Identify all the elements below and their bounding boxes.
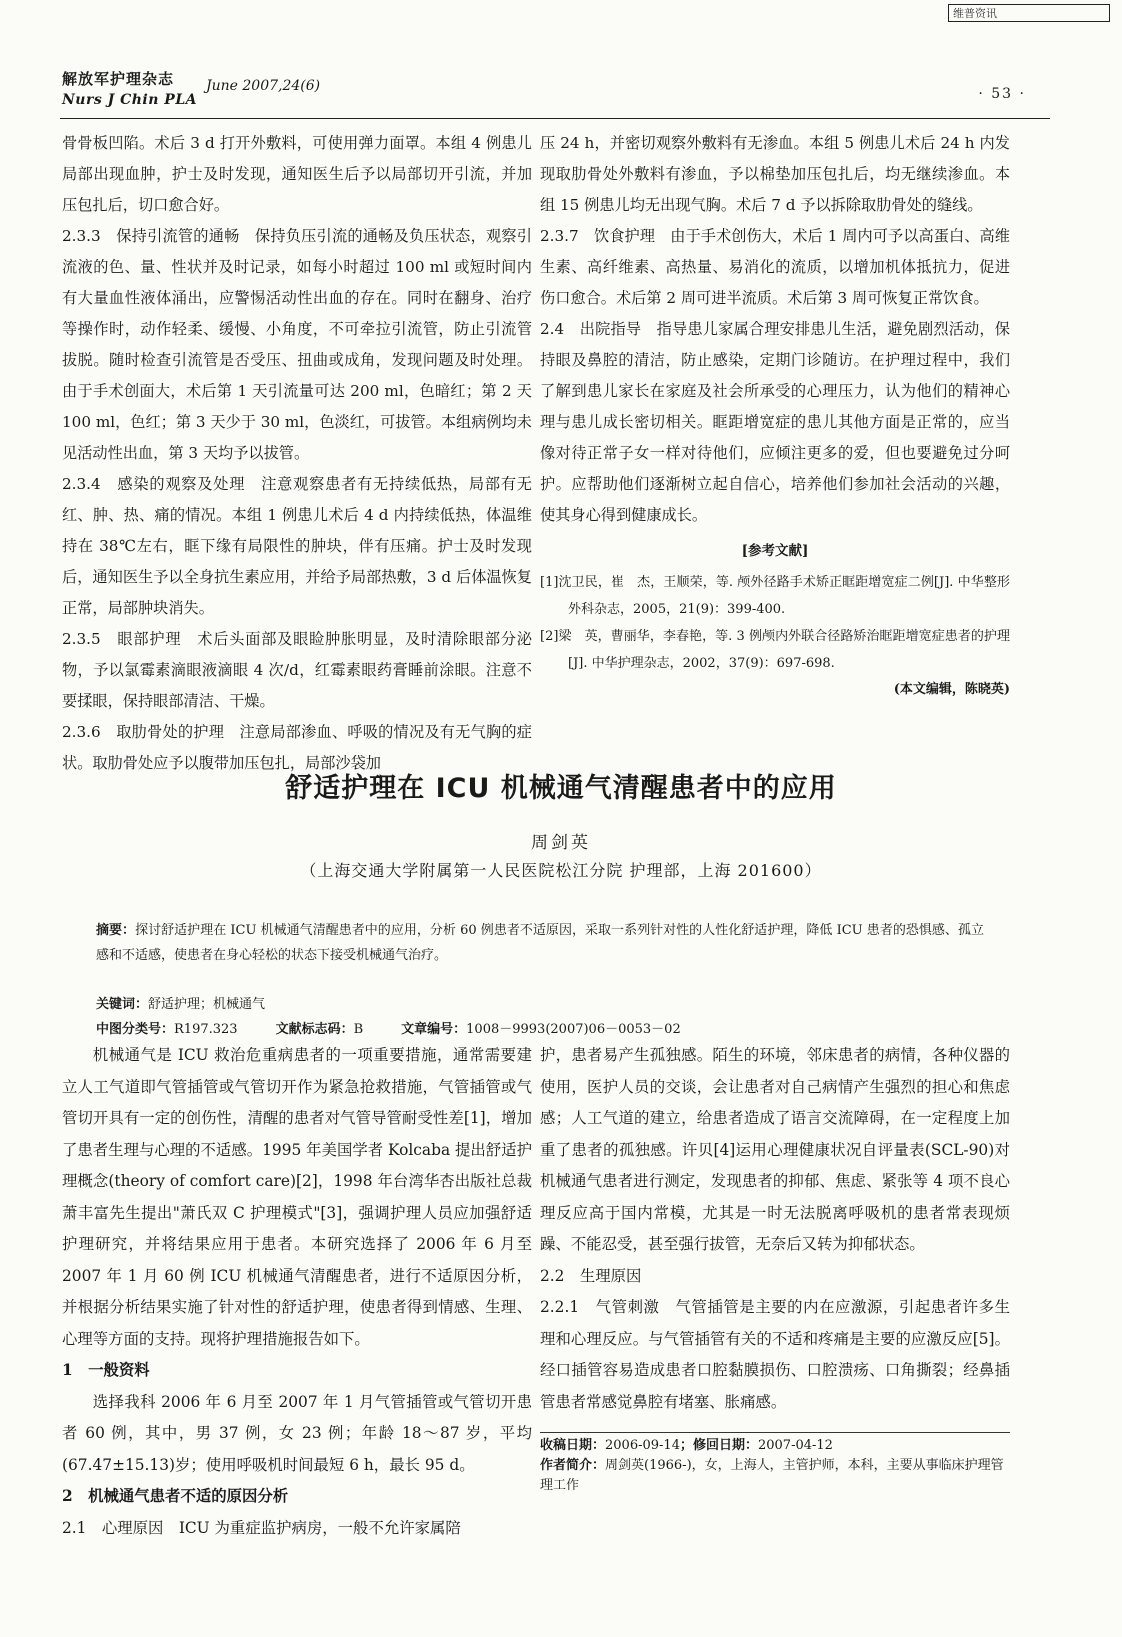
editor-note: (本文编辑，陈晓英) bbox=[893, 682, 1010, 697]
prev-article-left-column bbox=[62, 128, 532, 779]
abstract-text: 探讨舒适护理在 ICU 机械通气清醒患者中的应用，分析 60 例患者不适原因，采取一系列针对性的人性化舒适护理，降低 ICU 患者的恐惧感、孤立感和不适感，使患者在身心轻松的状态下接受机械通气治疗。 bbox=[96, 923, 984, 963]
clc-label: 中图分类号： bbox=[96, 1022, 175, 1037]
page-number: · 53 · bbox=[978, 86, 1026, 102]
reference-item: [1]沈卫民，崔 杰，王顺荣，等. 颅外径路手术矫正眶距增宽症二例[J]. 中华整形外科杂志，2005，21(9)：399-400. bbox=[540, 575, 1010, 617]
bio-text: 周剑英(1966-)，女，上海人，主管护师，本科，主要从事临床护理管理工作 bbox=[540, 1458, 1004, 1493]
article-author: 周剑英 bbox=[531, 833, 591, 853]
keywords-line bbox=[96, 992, 681, 1017]
abstract-label: 摘要： bbox=[96, 923, 136, 938]
article-meta bbox=[96, 992, 681, 1042]
received-date: 2006-09-14 bbox=[605, 1438, 680, 1453]
article-left-column bbox=[62, 1040, 532, 1544]
author-affiliation: （上海交通大学附属第一人民医院松江分院 护理部，上海 201600） bbox=[300, 861, 822, 880]
doc-code: B bbox=[353, 1022, 364, 1037]
dates-line bbox=[540, 1436, 1010, 1456]
article-no-label: 文章编号： bbox=[401, 1022, 467, 1037]
article-number: 1008－9993(2007)06－0053－02 bbox=[466, 1022, 681, 1037]
doc-code-label: 文献标志码： bbox=[275, 1022, 354, 1037]
article-title: 舒适护理在 ICU 机械通气清醒患者中的应用 bbox=[285, 773, 837, 804]
paragraph: 2.3.6 取肋骨处的护理 注意局部渗血、呼吸的情况及有无气胸的症状。取肋骨处应予以腹带加压包扎，局部沙袋加 bbox=[62, 723, 532, 772]
section-heading: 1 一般资料 bbox=[62, 1361, 150, 1379]
paragraph: 2.3.5 眼部护理 术后头面部及眼睑肿胀明显，及时清除眼部分泌物，予以氯霉素滴眼液滴眼 4 次/d，红霉素眼药膏睡前涂眼。注意不要揉眼，保持眼部清洁、干燥。 bbox=[62, 630, 532, 710]
intro-paragraph: 机械通气是 ICU 救治危重病患者的一项重要措施，通常需要建立人工气道即气管插管或气管切开作为紧急抢救措施，气管插管或气管切开具有一定的创伤性，清醒的患者对气管导管耐受性差[1]，增加了患者生理与心理的不适感。1995 年美国学者 Kolcaba 提出舒适护理概念(theory of comfort care)[2]，1998 年台湾华杏出版社总裁萧丰富先生提出"萧氏双 C 护理模式"[3]，强调护理人员应加强舒适护理研究，并将结果应用于患者。本研究选择了 2006 年 6 月至 2007 年 1 月 60 例 ICU 机械通气清醒患者，进行不适原因分析，并根据分析结果实施了针对性的舒适护理，使患者得到情感、生理、心理等方面的支持。现将护理措施报告如下。 bbox=[62, 1046, 532, 1348]
paragraph: 2.3.4 感染的观察及处理 注意观察患者有无持续低热，局部有无红、肿、热、痛的情况。本组 1 例患儿术后 4 d 内持续低热，体温维持在 38℃左右，眶下缘有局限性的肿块，伴有压痛。护士及时发现后，通知医生予以全身抗生素应用，并给予局部热敷，3 d 后体温恢复正常，局部肿块消失。 bbox=[62, 475, 532, 617]
references-heading: [参考文献] bbox=[741, 543, 809, 559]
keywords: 舒适护理；机械通气 bbox=[148, 997, 266, 1012]
clc-number: R197.323 bbox=[174, 1022, 238, 1037]
paragraph: 2.4 出院指导 指导患儿家属合理安排患儿生活，避免剧烈活动，保持眼及鼻腔的清洁，防止感染，定期门诊随访。在护理过程中，我们了解到患儿家长在家庭及社会所承受的心理压力，认为他们的精神心理与患儿成长密切相关。眶距增宽症的患儿其他方面是正常的，应当像对待正常子女一样对待他们，应倾注更多的爱，但也要避免过分呵护。应帮助他们逐渐树立起自信心，培养他们参加社会活动的兴趣，使其身心得到健康成长。 bbox=[540, 320, 1010, 524]
header-rule bbox=[60, 118, 1050, 119]
paragraph: 2.1 心理原因 ICU 为重症监护病房，一般不允许家属陪 bbox=[62, 1518, 461, 1537]
keywords-label: 关键词： bbox=[96, 997, 149, 1012]
section-heading: 2.2 生理原因 bbox=[540, 1266, 642, 1285]
section-heading: 2 机械通气患者不适的原因分析 bbox=[62, 1487, 289, 1505]
paragraph: 压 24 h，并密切观察外敷料有无渗血。本组 5 例患儿术后 24 h 内发现取肋骨处外敷料有渗血，予以棉垫加压包扎后，均无继续渗血。本组 15 例患儿均无出现气胸。术后 7 d 予以拆除取肋骨处的缝线。 bbox=[540, 134, 1010, 214]
prev-article-right-column bbox=[540, 128, 1010, 703]
issue-info: June 2007,24(6) bbox=[206, 78, 321, 94]
revised-date: 2007-04-12 bbox=[757, 1438, 833, 1453]
journal-name-en: Nurs J Chin PLA bbox=[62, 92, 198, 108]
author-bio bbox=[540, 1456, 1010, 1496]
paragraph: 2.2.1 气管刺激 气管插管是主要的内在应激源，引起患者许多生理和心理反应。与气管插管有关的不适和疼痛是主要的应激反应[5]。经口插管容易造成患者口腔黏膜损伤、口腔溃疡、口角撕裂；经鼻插管患者常感觉鼻腔有堵塞、胀痛感。 bbox=[540, 1298, 1010, 1411]
article-right-column bbox=[540, 1040, 1010, 1418]
paragraph: 2.3.7 饮食护理 由于手术创伤大，术后 1 周内可予以高蛋白、高维生素、高纤维素、高热量、易消化的流质，以增加机体抵抗力，促进伤口愈合。术后第 2 周可进半流质。术后第 3 周可恢复正常饮食。 bbox=[540, 227, 1010, 307]
revised-label: ；修回日期： bbox=[679, 1438, 758, 1453]
journal-name-cn: 解放军护理杂志 bbox=[62, 70, 175, 88]
paragraph: 护，患者易产生孤独感。陌生的环境，邻床患者的病情，各种仪器的使用，医护人员的交谈，会让患者对自己病情产生强烈的担心和焦虑感；人工气道的建立，给患者造成了语言交流障碍，在一定程度上加重了患者的孤独感。许贝[4]运用心理健康状况自评量表(SCL-90)对机械通气患者进行测定，发现患者的抑郁、焦虑、紧张等 4 项不良心理反应高于国内常模，尤其是一时无法脱离呼吸机的患者常表现烦躁、不能忍受，甚至强行拔管，无奈后又转为抑郁状态。 bbox=[540, 1046, 1010, 1253]
bio-label: 作者简介： bbox=[540, 1458, 606, 1473]
abstract bbox=[96, 918, 984, 968]
classification-line bbox=[96, 1017, 681, 1042]
footnote bbox=[540, 1436, 1010, 1496]
archive-stamp: 维普资讯 bbox=[948, 4, 1110, 22]
footnote-rule bbox=[540, 1432, 1010, 1433]
received-label: 收稿日期： bbox=[540, 1438, 606, 1453]
paragraph: 骨骨板凹陷。术后 3 d 打开外敷料，可使用弹力面罩。本组 4 例患儿局部出现血肿，护士及时发现，通知医生后予以局部切开引流，并加压包扎后，切口愈合好。 bbox=[62, 134, 532, 214]
paragraph: 2.3.3 保持引流管的通畅 保持负压引流的通畅及负压状态，观察引流液的色、量、性状并及时记录，如每小时超过 100 ml 或短时间内有大量血性液体涌出，应警惕活动性出血的存在。同时在翻身、治疗等操作时，动作轻柔、缓慢、小角度，不可牵拉引流管，防止引流管拔脱。随时检查引流管是否受压、扭曲或成角，发现问题及时处理。由于手术创面大，术后第 1 天引流量可达 200 ml，色暗红；第 2 天 100 ml，色红；第 3 天少于 30 ml，色淡红，可拔管。本组病例均未见活动性出血，第 3 天均予以拔管。 bbox=[62, 227, 532, 462]
paragraph: 选择我科 2006 年 6 月至 2007 年 1 月气管插管或气管切开患者 60 例，其中，男 37 例，女 23 例；年龄 18～87 岁，平均(67.47±15.13)岁；使用呼吸机时间最短 6 h，最长 95 d。 bbox=[62, 1392, 532, 1474]
reference-item: [2]梁 英，曹丽华，李春艳，等. 3 例颅内外联合径路矫治眶距增宽症患者的护理[J]. 中华护理杂志，2002，37(9)：697-698. bbox=[540, 629, 1010, 671]
